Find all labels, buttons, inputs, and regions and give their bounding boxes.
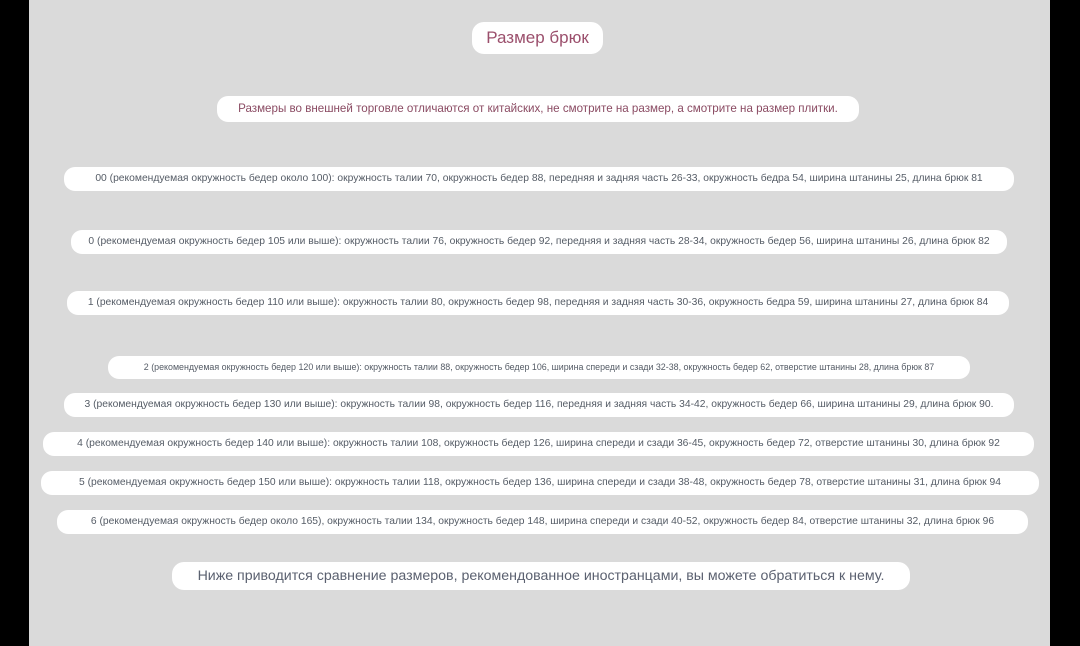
page-title: Размер брюк: [472, 22, 603, 54]
size-chart-panel: [29, 0, 1050, 646]
size-row-2: 2 (рекомендуемая окружность бедер 120 или выше): окружность талии 88, окружность бедер 106, ширина спереди и сзади 32-38, окружность бедер 62, отверстие штанины 28, длина брюк 87: [108, 356, 970, 379]
size-row-4: 4 (рекомендуемая окружность бедер 140 или выше): окружность талии 108, окружность бедер 126, ширина спереди и сзади 36-45, окружность бедер 72, отверстие штанины 30, длина брюк 92: [43, 432, 1034, 456]
size-row-3: 3 (рекомендуемая окружность бедер 130 или выше): окружность талии 98, окружность бедер 116, передняя и задняя часть 34-42, окружность бедер 66, ширина штанины 29, длина брюк 90.: [64, 393, 1014, 417]
intro-note: Размеры во внешней торговле отличаются от китайских, не смотрите на размер, а смотрите на размер плитки.: [217, 96, 859, 122]
size-row-00: 00 (рекомендуемая окружность бедер около 100): окружность талии 70, окружность бедер 88, передняя и задняя часть 26-33, окружность бедра 54, ширина штанины 25, длина брюк 81: [64, 167, 1014, 191]
size-row-6: 6 (рекомендуемая окружность бедер около 165), окружность талии 134, окружность бедер 148, ширина спереди и сзади 40-52, окружность бедер 84, отверстие штанины 32, длина брюк 96: [57, 510, 1028, 534]
size-row-5: 5 (рекомендуемая окружность бедер 150 или выше): окружность талии 118, окружность бедер 136, ширина спереди и сзади 38-48, окружность бедер 78, отверстие штанины 31, длина брюк 94: [41, 471, 1039, 495]
footer-note: Ниже приводится сравнение размеров, рекомендованное иностранцами, вы можете обратиться к нему.: [172, 562, 910, 590]
size-row-1: 1 (рекомендуемая окружность бедер 110 или выше): окружность талии 80, окружность бедер 98, передняя и задняя часть 30-36, окружность бедра 59, ширина штанины 27, длина брюк 84: [67, 291, 1009, 315]
size-row-0: 0 (рекомендуемая окружность бедер 105 или выше): окружность талии 76, окружность бедер 92, передняя и задняя часть 28-34, окружность бедер 56, ширина штанины 26, длина брюк 82: [71, 230, 1007, 254]
